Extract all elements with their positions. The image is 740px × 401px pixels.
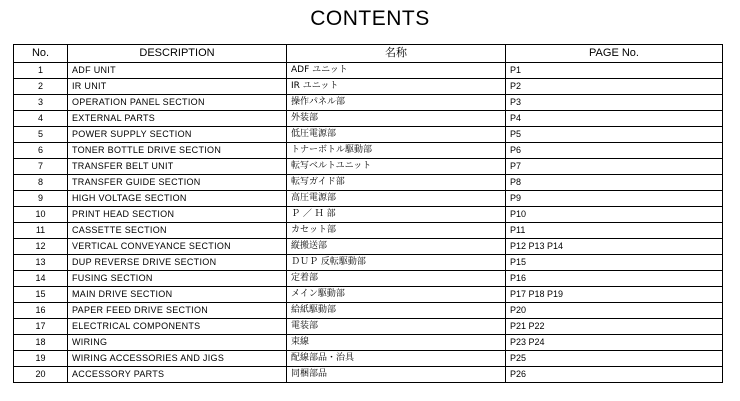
row-number: 20 <box>14 367 68 383</box>
row-number: 5 <box>14 127 68 143</box>
table-row <box>14 159 723 175</box>
row-name-jp: IR ユニット <box>287 79 506 95</box>
row-name-jp: トナーボトル駆動部 <box>287 143 506 159</box>
row-number: 15 <box>14 287 68 303</box>
row-page: P9 <box>506 191 723 207</box>
table-row <box>14 63 723 79</box>
row-number: 8 <box>14 175 68 191</box>
row-number: 13 <box>14 255 68 271</box>
row-name-jp: 定着部 <box>287 271 506 287</box>
table-row <box>14 287 723 303</box>
row-name-jp: 操作パネル部 <box>287 95 506 111</box>
row-number: 16 <box>14 303 68 319</box>
row-number: 9 <box>14 191 68 207</box>
row-description: POWER SUPPLY SECTION <box>68 127 287 143</box>
row-name-jp: ADF ユニット <box>287 63 506 79</box>
table-row <box>14 303 723 319</box>
row-page: P26 <box>506 367 723 383</box>
row-number: 6 <box>14 143 68 159</box>
row-description: ACCESSORY PARTS <box>68 367 287 383</box>
row-description: ADF UNIT <box>68 63 287 79</box>
row-page: P15 <box>506 255 723 271</box>
row-description: ELECTRICAL COMPONENTS <box>68 319 287 335</box>
row-description: CASSETTE SECTION <box>68 223 287 239</box>
row-page: P6 <box>506 143 723 159</box>
page-title: CONTENTS <box>310 7 430 30</box>
row-name-jp: 給紙駆動部 <box>287 303 506 319</box>
row-number: 7 <box>14 159 68 175</box>
row-page: P21 P22 <box>506 319 723 335</box>
row-page: P10 <box>506 207 723 223</box>
header-page: PAGE No. <box>506 45 723 63</box>
header-row <box>14 45 723 63</box>
table-row <box>14 95 723 111</box>
table-row <box>14 191 723 207</box>
row-description: TRANSFER GUIDE SECTION <box>68 175 287 191</box>
row-name-jp: カセット部 <box>287 223 506 239</box>
table-row <box>14 79 723 95</box>
row-description: WIRING ACCESSORIES AND JIGS <box>68 351 287 367</box>
row-page: P16 <box>506 271 723 287</box>
header-description: DESCRIPTION <box>68 45 287 63</box>
row-name-jp: 配線部品・治具 <box>287 351 506 367</box>
row-name-jp: 転写ガイド部 <box>287 175 506 191</box>
row-description: TRANSFER BELT UNIT <box>68 159 287 175</box>
row-description: PAPER FEED DRIVE SECTION <box>68 303 287 319</box>
row-page: P23 P24 <box>506 335 723 351</box>
row-page: P11 <box>506 223 723 239</box>
table-row <box>14 207 723 223</box>
row-description: OPERATION PANEL SECTION <box>68 95 287 111</box>
table-row <box>14 143 723 159</box>
row-page: P25 <box>506 351 723 367</box>
row-description: VERTICAL CONVEYANCE SECTION <box>68 239 287 255</box>
table-row <box>14 367 723 383</box>
row-page: P20 <box>506 303 723 319</box>
row-page: P12 P13 P14 <box>506 239 723 255</box>
row-name-jp: 低圧電源部 <box>287 127 506 143</box>
row-name-jp: 同梱部品 <box>287 367 506 383</box>
row-description: TONER BOTTLE DRIVE SECTION <box>68 143 287 159</box>
row-name-jp: 外装部 <box>287 111 506 127</box>
row-number: 3 <box>14 95 68 111</box>
table-row <box>14 111 723 127</box>
row-description: DUP REVERSE DRIVE SECTION <box>68 255 287 271</box>
row-page: P3 <box>506 95 723 111</box>
row-name-jp: Ｐ ／ Ｈ 部 <box>287 207 506 223</box>
table-row <box>14 335 723 351</box>
row-name-jp: ＤＵＰ 反転駆動部 <box>287 255 506 271</box>
row-page: P2 <box>506 79 723 95</box>
row-page: P1 <box>506 63 723 79</box>
row-description: EXTERNAL PARTS <box>68 111 287 127</box>
table-row <box>14 223 723 239</box>
table-row <box>14 319 723 335</box>
row-number: 10 <box>14 207 68 223</box>
table-row <box>14 127 723 143</box>
row-number: 17 <box>14 319 68 335</box>
table-row <box>14 271 723 287</box>
row-number: 18 <box>14 335 68 351</box>
header-no: No. <box>14 45 68 63</box>
contents-table <box>13 44 723 383</box>
row-page: P8 <box>506 175 723 191</box>
row-page: P4 <box>506 111 723 127</box>
table-row <box>14 255 723 271</box>
table-row <box>14 175 723 191</box>
row-page: P17 P18 P19 <box>506 287 723 303</box>
row-name-jp: 電装部 <box>287 319 506 335</box>
row-page: P5 <box>506 127 723 143</box>
row-description: HIGH VOLTAGE SECTION <box>68 191 287 207</box>
table-body <box>14 63 723 383</box>
row-name-jp: メイン駆動部 <box>287 287 506 303</box>
row-page: P7 <box>506 159 723 175</box>
row-number: 2 <box>14 79 68 95</box>
row-description: MAIN DRIVE SECTION <box>68 287 287 303</box>
row-number: 19 <box>14 351 68 367</box>
row-number: 12 <box>14 239 68 255</box>
row-description: WIRING <box>68 335 287 351</box>
row-number: 4 <box>14 111 68 127</box>
row-description: PRINT HEAD SECTION <box>68 207 287 223</box>
table-row <box>14 351 723 367</box>
row-name-jp: 高圧電源部 <box>287 191 506 207</box>
row-number: 1 <box>14 63 68 79</box>
row-number: 14 <box>14 271 68 287</box>
row-number: 11 <box>14 223 68 239</box>
row-description: IR UNIT <box>68 79 287 95</box>
row-name-jp: 転写ベルトユニット <box>287 159 506 175</box>
row-name-jp: 束線 <box>287 335 506 351</box>
row-description: FUSING SECTION <box>68 271 287 287</box>
header-name-jp: 名称 <box>287 45 506 63</box>
table-row <box>14 239 723 255</box>
row-name-jp: 縦搬送部 <box>287 239 506 255</box>
